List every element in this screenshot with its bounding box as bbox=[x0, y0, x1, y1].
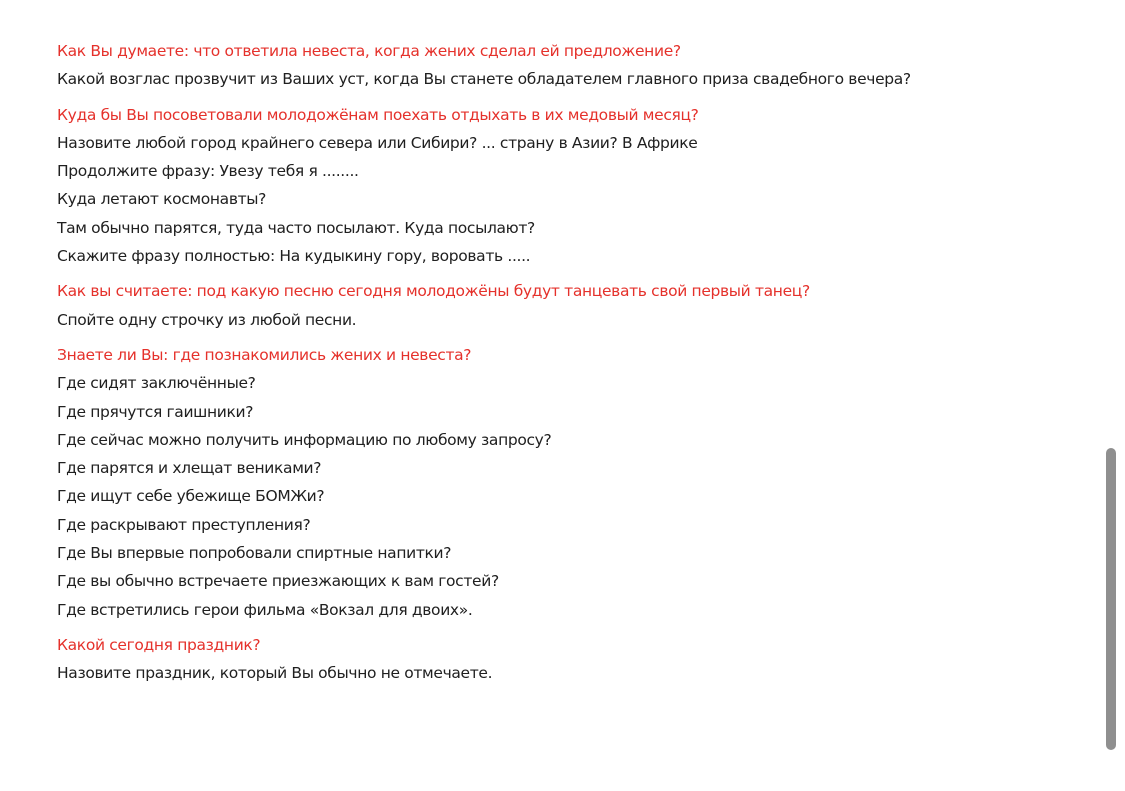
answer-prompt: Спойте одну строчку из любой песни. bbox=[57, 310, 357, 329]
question-title: Какой сегодня праздник? bbox=[57, 635, 261, 654]
answer-prompt: Какой возглас прозвучит из Ваших уст, когда Вы станете обладателем главного приза свадебного вечера? bbox=[57, 70, 911, 89]
question-title: Как Вы думаете: что ответила невеста, когда жених сделал ей предложение? bbox=[57, 42, 681, 60]
answer-prompt: Продолжите фразу: Увезу тебя я ........ bbox=[57, 162, 359, 181]
quiz-section-2 bbox=[57, 101, 1087, 271]
quiz-section-4 bbox=[57, 341, 1087, 624]
answer-prompt: Где прячутся гаишники? bbox=[57, 402, 254, 421]
quiz-content bbox=[57, 37, 1087, 695]
answer-prompt: Где раскрывают преступления? bbox=[57, 515, 311, 534]
question-title: Знаете ли Вы: где познакомились жених и невеста? bbox=[57, 345, 472, 364]
answer-prompt: Скажите фразу полностью: На кудыкину гору, воровать ..... bbox=[57, 247, 531, 266]
answer-prompt: Где Вы впервые попробовали спиртные напитки? bbox=[57, 544, 452, 563]
quiz-section-3 bbox=[57, 277, 1087, 334]
answer-prompt: Назовите праздник, который Вы обычно не отмечаете. bbox=[57, 664, 493, 683]
answer-prompt: Назовите любой город крайнего севера или Сибири? ... страну в Азии? В Африке bbox=[57, 133, 698, 152]
answer-prompt: Там обычно парятся, туда часто посылают. Куда посылают? bbox=[57, 218, 535, 237]
scrollbar-thumb[interactable] bbox=[1106, 448, 1116, 750]
answer-prompt: Где вы обычно встречаете приезжающих к вам гостей? bbox=[57, 572, 499, 591]
answer-prompt: Где сейчас можно получить информацию по любому запросу? bbox=[57, 430, 552, 449]
answer-prompt: Где сидят заключённые? bbox=[57, 374, 256, 393]
question-title: Куда бы Вы посоветовали молодожёнам поехать отдыхать в их медовый месяц? bbox=[57, 105, 699, 124]
answer-prompt: Куда летают космонавты? bbox=[57, 190, 267, 209]
answer-prompt: Где парятся и хлещат вениками? bbox=[57, 459, 322, 478]
answer-prompt: Где ищут себе убежище БОМЖи? bbox=[57, 487, 325, 506]
quiz-section-1 bbox=[57, 37, 1087, 94]
quiz-section-5 bbox=[57, 631, 1087, 688]
question-title: Как вы считаете: под какую песню сегодня молодожёны будут танцевать свой первый танец? bbox=[57, 282, 810, 301]
answer-prompt: Где встретились герои фильма «Вокзал для двоих». bbox=[57, 600, 473, 619]
